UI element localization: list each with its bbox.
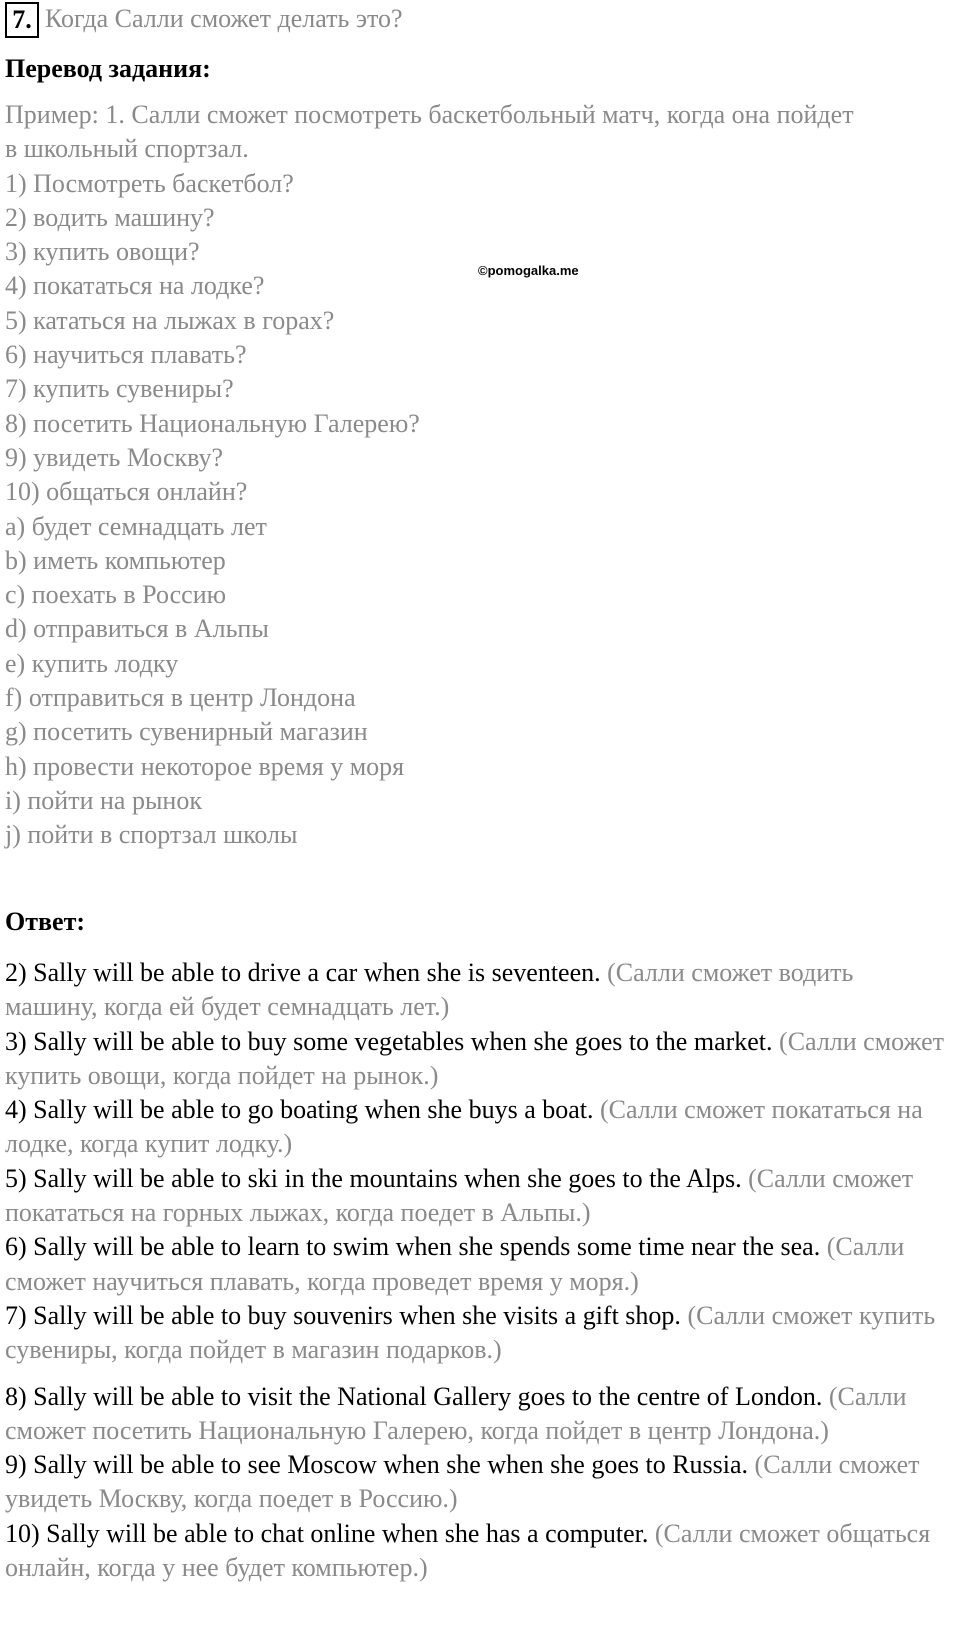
- answer-english: 6) Sally will be able to learn to swim when she spends some time near the sea.: [5, 1232, 821, 1262]
- answer-russian: (Салли сможет купить овощи, когда пойдет на рынок.): [5, 1026, 945, 1090]
- translation-line: e) купить лодку: [5, 648, 179, 678]
- answer-russian: (Салли сможет посетить Национальную Галерею, когда пойдет в центр Лондона.): [5, 1381, 907, 1445]
- translation-line: в школьный спортзал.: [5, 134, 249, 164]
- answer-russian: (Салли сможет покататься на горных лыжах, когда поедет в Альпы.): [5, 1163, 914, 1228]
- answer-russian: (Салли сможет общаться онлайн, когда у нее будет компьютер.): [5, 1518, 931, 1583]
- translation-line: f) отправиться в центр Лондона: [5, 683, 356, 713]
- answer-item: [5, 1517, 952, 1586]
- translation-line: Пример: 1. Салли сможет посмотреть баскетбольный матч, когда она пойдет: [5, 100, 854, 129]
- answer-english: 8) Sally will be able to visit the National Gallery goes to the centre of London.: [5, 1381, 823, 1411]
- translation-line: h) провести некоторое время у моря: [5, 751, 405, 781]
- answer-english: 7) Sally will be able to buy souvenirs when she visits a gift shop.: [5, 1300, 681, 1330]
- translation-line: g) посетить сувенирный магазин: [5, 717, 368, 747]
- answer-english: 2) Sally will be able to drive a car when she is seventeen.: [5, 958, 601, 987]
- translation-line: i) пойти на рынок: [5, 785, 202, 815]
- translation-line: 2) водить машину?: [5, 202, 215, 232]
- answer-english: 5) Sally will be able to ski in the mountains when she goes to the Alps.: [5, 1163, 742, 1193]
- translation-line: d) отправиться в Альпы: [5, 614, 269, 644]
- answer-russian: (Салли сможет покататься на лодке, когда купит лодку.): [5, 1095, 923, 1159]
- translation-line: 9) увидеть Москву?: [5, 442, 224, 472]
- translation-line: 7) купить сувениры?: [5, 374, 234, 404]
- answers-block: [5, 956, 952, 1585]
- answer-heading: Ответ:: [5, 907, 86, 936]
- task-number: 7.: [5, 2, 39, 38]
- translation-line: 1) Посмотреть баскетбол?: [5, 168, 294, 198]
- answer-item: [5, 1448, 952, 1517]
- answer-english: 4) Sally will be able to go boating when she buys a boat.: [5, 1095, 594, 1125]
- translation-line: 5) кататься на лыжах в горах?: [5, 305, 335, 335]
- answer-russian: (Салли сможет увидеть Москву, когда поедет в Россию.): [5, 1450, 920, 1514]
- translation-line: 10) общаться онлайн?: [5, 477, 248, 507]
- translation-block: [5, 98, 952, 853]
- answer-item: [5, 1299, 952, 1368]
- answer-item: [5, 1093, 952, 1162]
- answer-russian: (Салли сможет купить сувениры, когда пойдет в магазин подарков.): [5, 1300, 936, 1365]
- translation-heading: Перевод задания:: [5, 54, 211, 83]
- translation-line: b) иметь компьютер: [5, 545, 226, 575]
- answer-item: [5, 956, 952, 1025]
- translation-line: 3) купить овощи?: [5, 237, 200, 267]
- answer-russian: (Салли сможет водить машину, когда ей будет семнадцать лет.): [5, 958, 854, 1022]
- translation-line: 4) покататься на лодке?: [5, 271, 265, 301]
- answer-item: [5, 1230, 952, 1299]
- task-question: Когда Салли сможет делать это?: [45, 4, 403, 33]
- answer-russian: (Салли сможет научиться плавать, когда проведет время у моря.): [5, 1232, 905, 1296]
- translation-line: a) будет семнадцать лет: [5, 511, 267, 541]
- watermark: ©pomogalka.me: [478, 263, 579, 278]
- answer-english: 10) Sally will be able to chat online when she has a computer.: [5, 1518, 649, 1548]
- translation-line: j) пойти в спортзал школы: [5, 820, 298, 850]
- answer-item: [5, 1025, 952, 1094]
- task-title: [5, 2, 952, 38]
- answer-english: 9) Sally will be able to see Moscow when she when she goes to Russia.: [5, 1450, 749, 1480]
- translation-line: 6) научиться плавать?: [5, 340, 247, 370]
- translation-line: 8) посетить Национальную Галерею?: [5, 408, 420, 438]
- translation-line: c) поехать в Россию: [5, 580, 227, 610]
- answer-item: [5, 1380, 952, 1449]
- answer-item: [5, 1162, 952, 1231]
- answer-english: 3) Sally will be able to buy some vegetables when she goes to the market.: [5, 1026, 773, 1056]
